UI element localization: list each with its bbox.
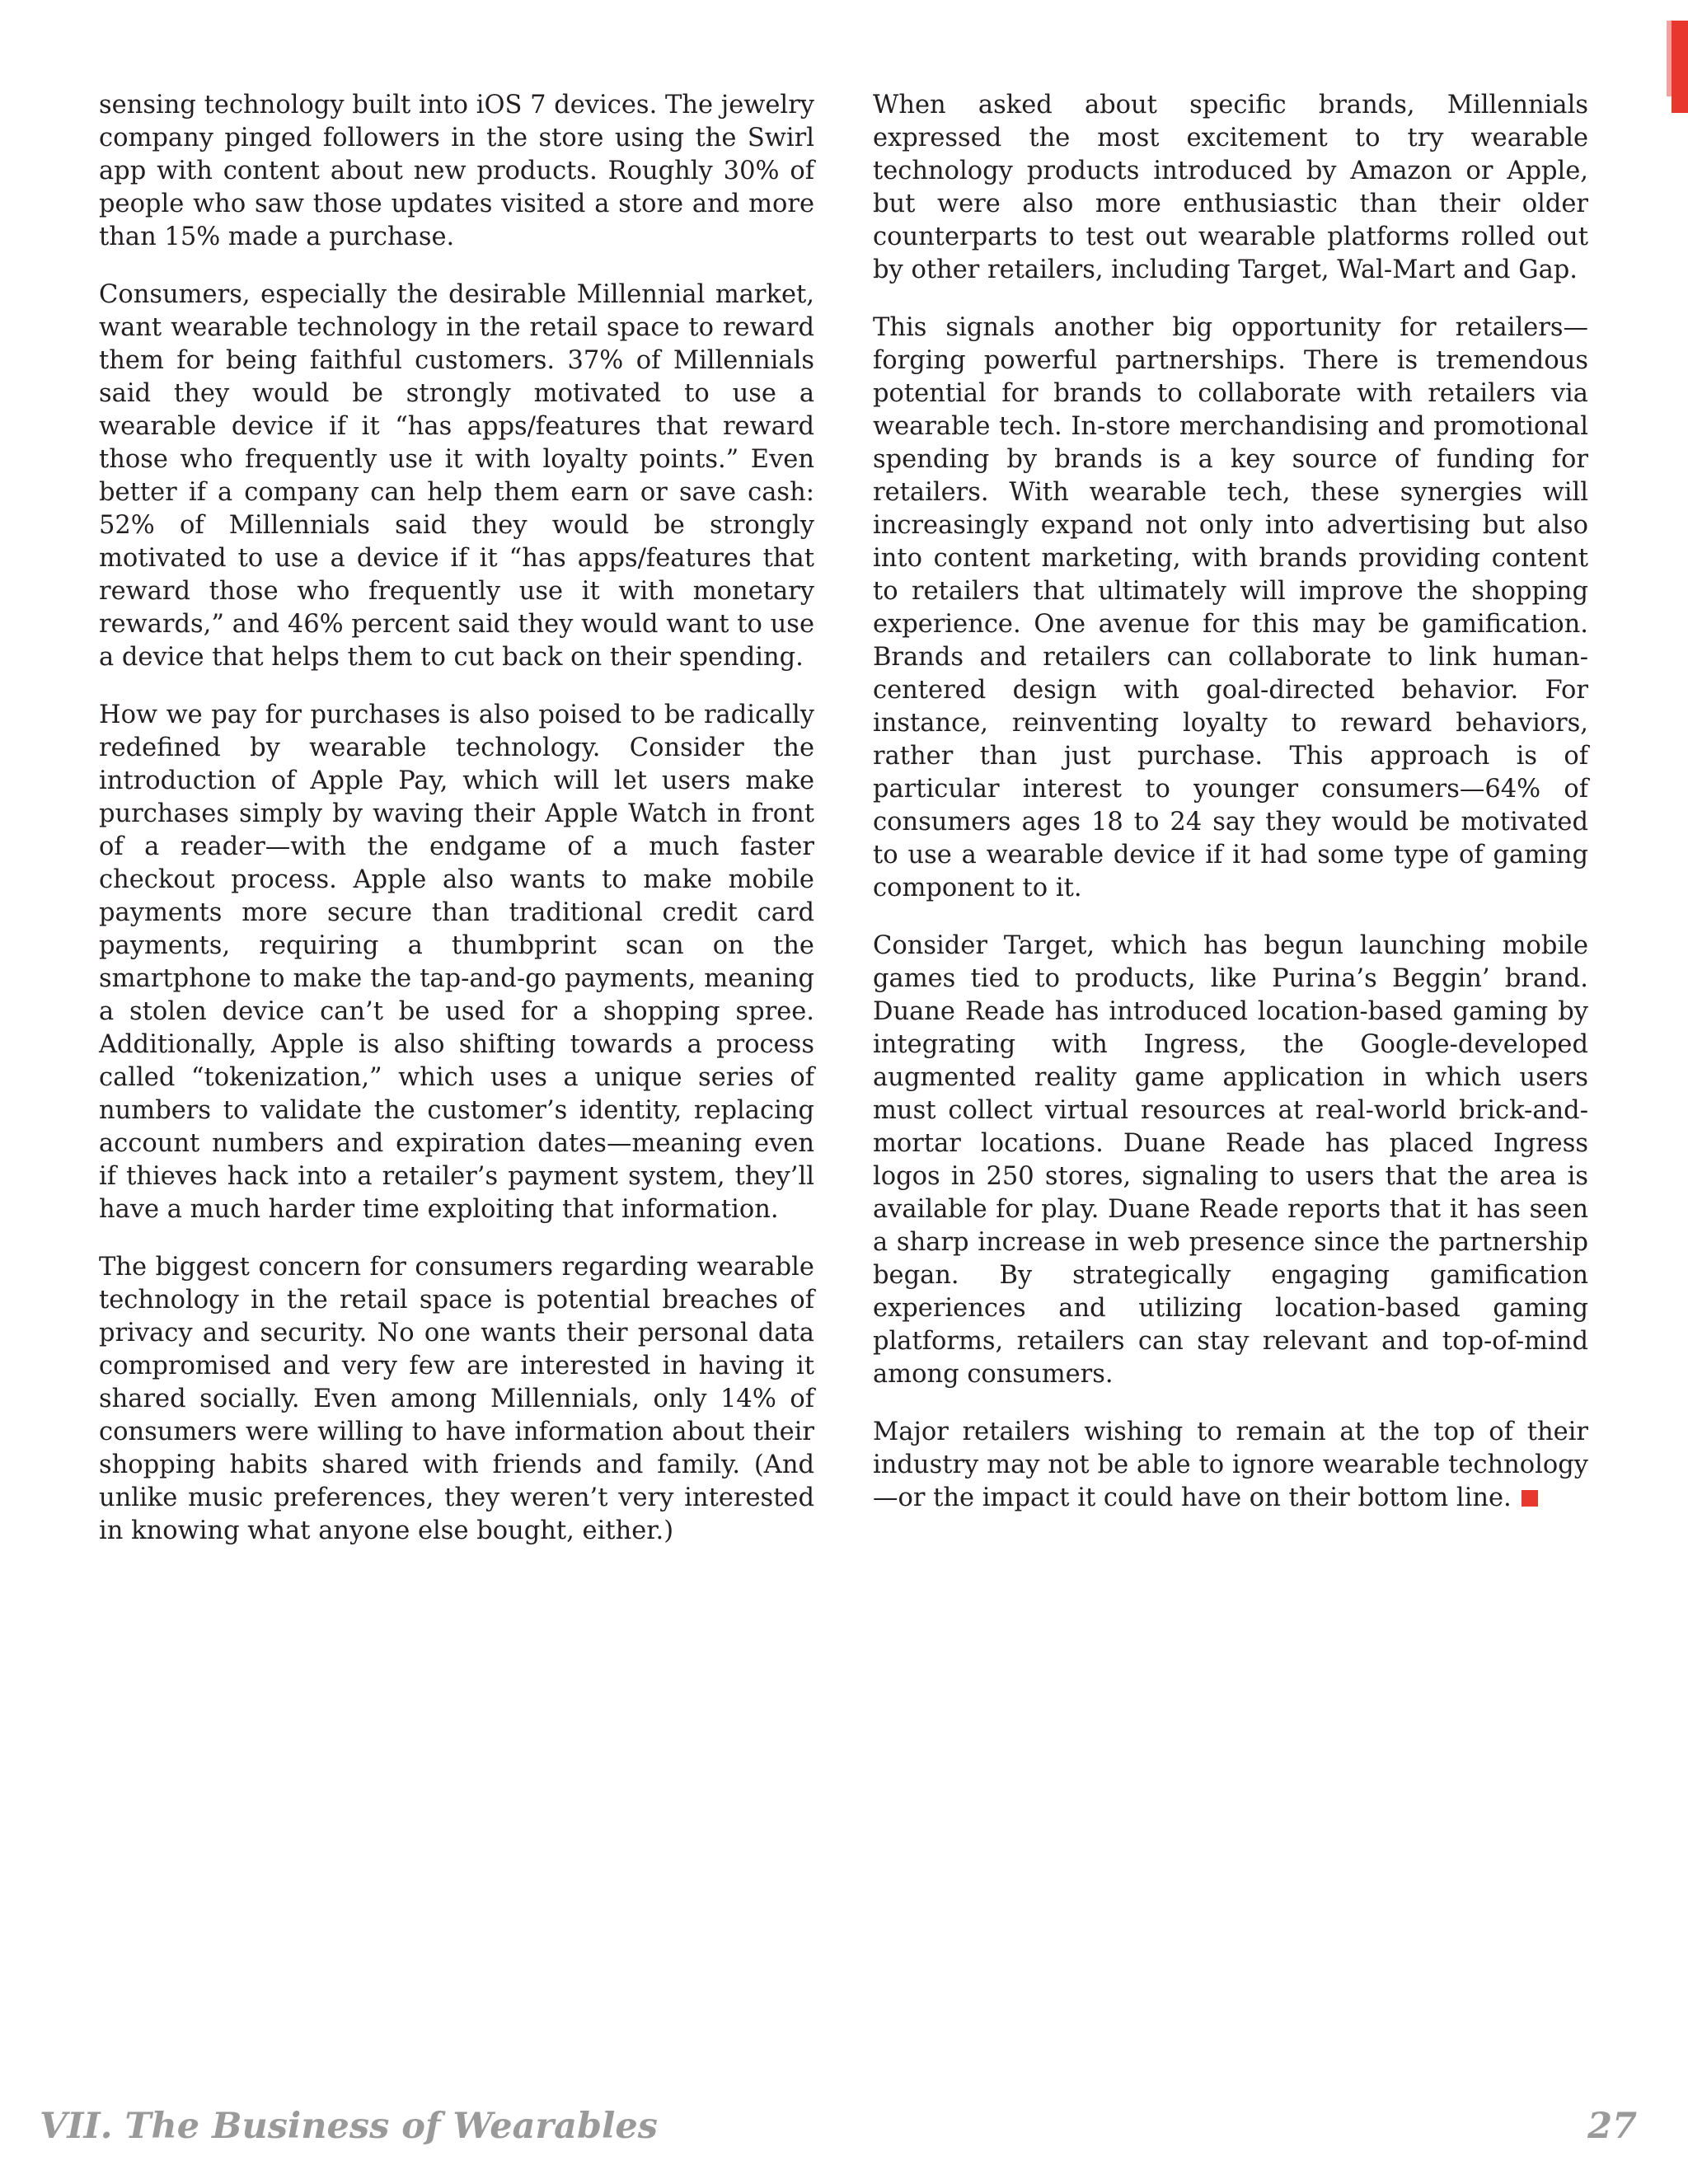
right-paragraph-3: Consider Target, which has begun launching mobile games tied to products, like Purina’s Beggin’ brand. Duane Reade has introduced location-based gaming by integrating with Ingress, the Google-developed augmented reality game application in which users must collect virtual resources at real-world brick-and-mortar locations. Duane Reade has placed Ingress logos in 250 stores, signaling to users that the area is available for play. Duane Reade reports that it has seen a sharp increase in web presence since the partnership began. By strategically engaging gamification experiences and utilizing location-based gaming platforms, retailers can stay relevant and top-of-mind among consumers. bbox=[873, 931, 1588, 1389]
end-of-article-square-icon bbox=[1522, 1490, 1538, 1507]
page-edge-tab-main-bar bbox=[1672, 21, 1688, 113]
left-text-column bbox=[99, 89, 814, 1572]
left-paragraph-1: sensing technology built into iOS 7 devices. The jewelry company pinged followers in the store using the Swirl app with content about new products. Roughly 30% of people who saw those updates visited a store and more than 15% made a purchase. bbox=[99, 91, 814, 251]
right-paragraph-4-container bbox=[873, 1416, 1588, 1515]
page-edge-tab-marker bbox=[1667, 21, 1688, 113]
left-paragraph-4: The biggest concern for consumers regarding wearable technology in the retail space is potential breaches of privacy and security. No one wants their personal data compromised and very few are interested in having it shared socially. Even among Millennials, only 14% of consumers were willing to have information about their shopping habits shared with friends and family. (And unlike music preferences, they weren’t very interested in knowing what anyone else bought, either.) bbox=[99, 1253, 814, 1545]
footer-page-number: 27 bbox=[1587, 2106, 1637, 2147]
right-text-column bbox=[873, 89, 1588, 1540]
page-footer bbox=[40, 2106, 1637, 2152]
right-paragraph-2: This signals another big opportunity for retailers—forging powerful partnerships. There is tremendous potential for brands to collaborate with retailers via wearable tech. In-store merchandising and promotional spending by brands is a key source of funding for retailers. With wearable tech, these synergies will increasingly expand not only into advertising but also into content marketing, with brands providing content to retailers that ultimately will improve the shopping experience. One avenue for this may be gamification. Brands and retailers can collaborate to link human-centered design with goal-directed behavior. For instance, reinventing loyalty to reward behaviors, rather than just purchase. This approach is of particular interest to younger consumers—64% of consumers ages 18 to 24 say they would be motivated to use a wearable device if it had some type of gaming component to it. bbox=[873, 313, 1588, 902]
right-paragraph-4: Major retailers wishing to remain at the top of their industry may not be able to ignore wearable technology—or the impact it could have on their bottom line. bbox=[873, 1418, 1588, 1512]
right-paragraph-1: When asked about specific brands, Millennials expressed the most excitement to try wearable technology products introduced by Amazon or Apple, but were also more enthusiastic than their older counterparts to test out wearable platforms rolled out by other retailers, including Target, Wal-Mart and Gap. bbox=[873, 91, 1588, 284]
left-paragraph-2: Consumers, especially the desirable Millennial market, want wearable technology in the retail space to reward them for being faithful customers. 37% of Millennials said they would be strongly motivated to use a wearable device if it “has apps/features that reward those who frequently use it with loyalty points.” Even better if a company can help them earn or save cash: 52% of Millennials said they would be strongly motivated to use a device if it “has apps/features that reward those who frequently use it with monetary rewards,” and 46% percent said they would want to use a device that helps them to cut back on their spending. bbox=[99, 280, 814, 672]
left-paragraph-3: How we pay for purchases is also poised to be radically redefined by wearable technology. Consider the introduction of Apple Pay, which will let users make purchases simply by waving their Apple Watch in front of a reader—with the endgame of a much faster checkout process. Apple also wants to make mobile payments more secure than traditional credit card payments, requiring a thumbprint scan on the smartphone to make the tap-and-go payments, meaning a stolen device can’t be used for a shopping spree. Additionally, Apple is also shifting towards a process called “tokenization,” which uses a unique series of numbers to validate the customer’s identity, replacing account numbers and expiration dates—meaning even if thieves hack into a retailer’s payment system, they’ll have a much harder time exploiting that information. bbox=[99, 701, 814, 1224]
footer-section-title: VII. The Business of Wearables bbox=[40, 2106, 658, 2147]
